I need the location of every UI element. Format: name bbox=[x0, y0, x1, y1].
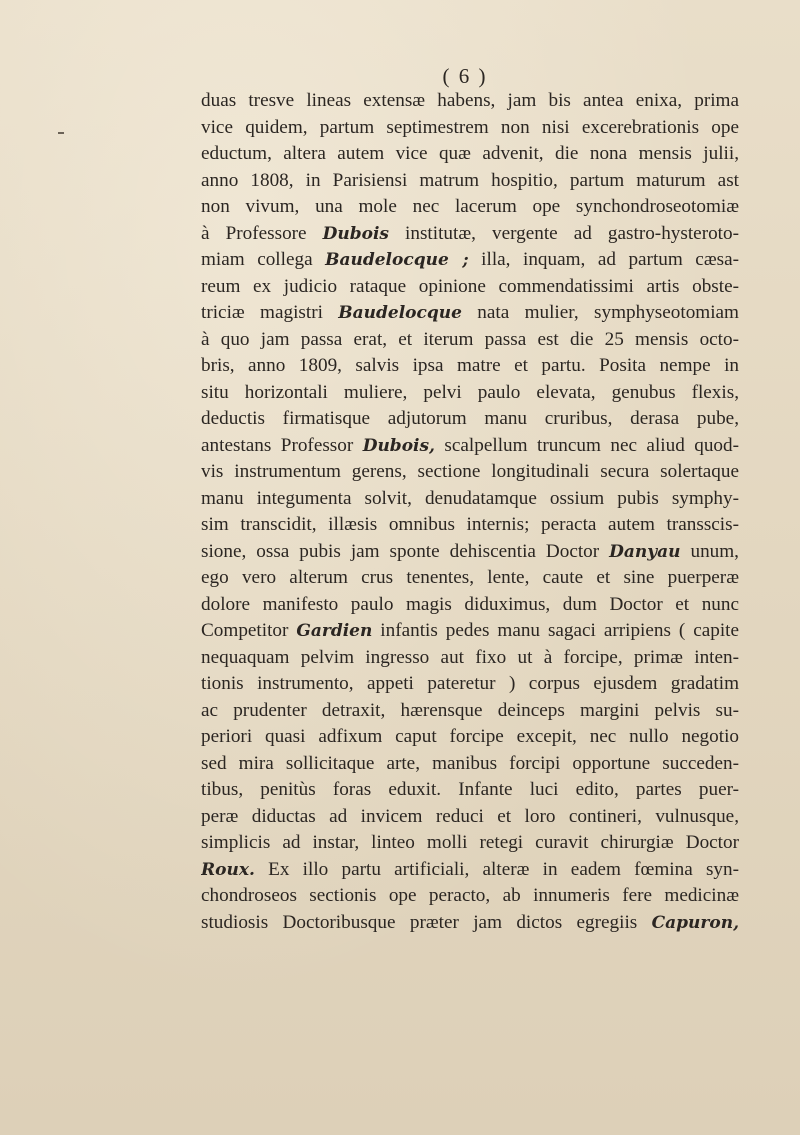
text-segment: triciæ magistri bbox=[201, 302, 339, 323]
text-line bbox=[201, 910, 739, 937]
italic-name: Gardien bbox=[296, 621, 373, 641]
text-segment: anno 1808, in Parisiensi matrum hospitio, partum maturum ast bbox=[201, 169, 739, 191]
text-segment: institutæ, vergente ad gastro-hysteroto- bbox=[388, 222, 739, 244]
text-line bbox=[201, 830, 739, 857]
text-line bbox=[201, 751, 739, 778]
margin-mark bbox=[58, 132, 64, 134]
text-segment: miam collega bbox=[201, 249, 326, 270]
text-segment: antestans Professor bbox=[201, 434, 363, 456]
text-line bbox=[201, 300, 739, 327]
text-segment: manu integumenta solvit, denudatamque ossium pubis symphy- bbox=[201, 487, 739, 509]
text-segment: unum, bbox=[680, 540, 739, 562]
text-segment: infantis pedes manu sagaci arripiens ( capite bbox=[372, 620, 739, 641]
text-segment: à Professore bbox=[201, 222, 323, 244]
text-segment: sione, ossa pubis jam sponte dehiscentia Doctor bbox=[201, 540, 610, 562]
text-line bbox=[201, 618, 739, 645]
italic-name: Dubois bbox=[322, 223, 389, 244]
text-segment: bris, anno 1809, salvis ipsa matre et partu. Posita nempe in bbox=[201, 355, 739, 376]
text-segment: situ horizontali muliere, pelvi paulo elevata, genubus flexis, bbox=[201, 381, 739, 403]
text-segment: Competitor bbox=[201, 620, 297, 641]
text-line bbox=[201, 141, 739, 168]
text-segment: eductum, altera autem vice quæ advenit, die nona mensis julii, bbox=[201, 143, 739, 164]
text-line bbox=[201, 512, 739, 539]
text-segment: scalpellum truncum nec aliud quod- bbox=[434, 434, 739, 456]
text-line bbox=[201, 433, 739, 460]
text-segment: dolore manifesto paulo magis diduximus, dum Doctor et nunc bbox=[201, 593, 739, 615]
text-line bbox=[201, 645, 739, 672]
text-line bbox=[201, 168, 739, 195]
text-segment: Ex illo partu artificiali, alteræ in eadem fœmina syn- bbox=[254, 858, 739, 880]
italic-name: Dubois, bbox=[362, 435, 435, 456]
text-line bbox=[201, 327, 739, 354]
italic-name: Baudelocque bbox=[338, 303, 462, 323]
text-segment: studiosis Doctoribusque præter jam dictos egregiis bbox=[201, 911, 652, 933]
text-segment: chondroseos sectionis ope peracto, ab innumeris fere medicinæ bbox=[201, 885, 739, 906]
text-line bbox=[201, 353, 739, 380]
text-segment: nequaquam pelvim ingresso aut fixo ut à forcipe, primæ inten- bbox=[201, 646, 739, 668]
text-line bbox=[201, 671, 739, 698]
text-segment: reum ex judicio rataque opinione commendatissimi artis obste- bbox=[201, 275, 739, 297]
text-segment: illa, inquam, ad partum cæsa- bbox=[468, 249, 739, 270]
text-line bbox=[201, 459, 739, 486]
text-line bbox=[201, 115, 739, 142]
text-line bbox=[201, 698, 739, 725]
text-segment: peræ diductas ad invicem reduci et loro contineri, vulnusque, bbox=[201, 805, 739, 827]
text-segment: tibus, penitùs foras eduxit. Infante luci edito, partes puer- bbox=[201, 779, 739, 800]
text-line bbox=[201, 565, 739, 592]
text-line bbox=[201, 380, 739, 407]
text-segment: periori quasi adfixum caput forcipe excepit, nec nullo negotio bbox=[201, 726, 739, 747]
text-line bbox=[201, 804, 739, 831]
body-text bbox=[201, 88, 739, 936]
text-line bbox=[201, 857, 739, 884]
text-segment: vice quidem, partum septimestrem non nisi excerebrationis ope bbox=[201, 116, 739, 138]
italic-name: Capuron, bbox=[651, 912, 739, 933]
text-segment: sed mira sollicitaque arte, manibus forcipi opportune succeden- bbox=[201, 752, 739, 774]
text-line bbox=[201, 539, 739, 566]
text-segment: sim transcidit, illæsis omnibus internis; peracta autem transscis- bbox=[201, 514, 739, 535]
text-line bbox=[201, 486, 739, 513]
italic-name: Danyau bbox=[609, 541, 681, 562]
italic-name: Roux. bbox=[201, 859, 255, 880]
text-line bbox=[201, 724, 739, 751]
text-segment: deductis firmatisque adjutorum manu cruribus, derasa pube, bbox=[201, 408, 739, 429]
text-segment: ac prudenter detraxit, hærensque deinceps margini pelvis su- bbox=[201, 699, 739, 721]
text-line bbox=[201, 247, 739, 274]
text-segment: non vivum, una mole nec lacerum ope synchondroseotomiæ bbox=[201, 196, 739, 217]
text-segment: simplicis ad instar, linteo molli retegi curavit chirurgiæ Doctor bbox=[201, 832, 739, 853]
text-line bbox=[201, 777, 739, 804]
text-line bbox=[201, 883, 739, 910]
text-line bbox=[201, 194, 739, 221]
text-line bbox=[201, 592, 739, 619]
text-line bbox=[201, 221, 739, 248]
text-segment: duas tresve lineas extensæ habens, jam bis antea enixa, prima bbox=[201, 90, 739, 111]
italic-name: Baudelocque ; bbox=[325, 250, 469, 270]
page-number: ( 6 ) bbox=[442, 64, 488, 88]
text-segment: nata mulier, symphyseotomiam bbox=[461, 302, 739, 323]
text-segment: à quo jam passa erat, et iterum passa est die 25 mensis octo- bbox=[201, 328, 739, 350]
text-segment: ego vero alterum crus tenentes, lente, caute et sine puerperæ bbox=[201, 567, 739, 588]
text-segment: tionis instrumento, appeti pateretur ) corpus ejusdem gradatim bbox=[201, 673, 739, 694]
text-segment: vis instrumentum gerens, sectione longitudinali secura solertaque bbox=[201, 461, 739, 482]
text-line bbox=[201, 88, 739, 115]
text-line bbox=[201, 274, 739, 301]
text-line bbox=[201, 406, 739, 433]
